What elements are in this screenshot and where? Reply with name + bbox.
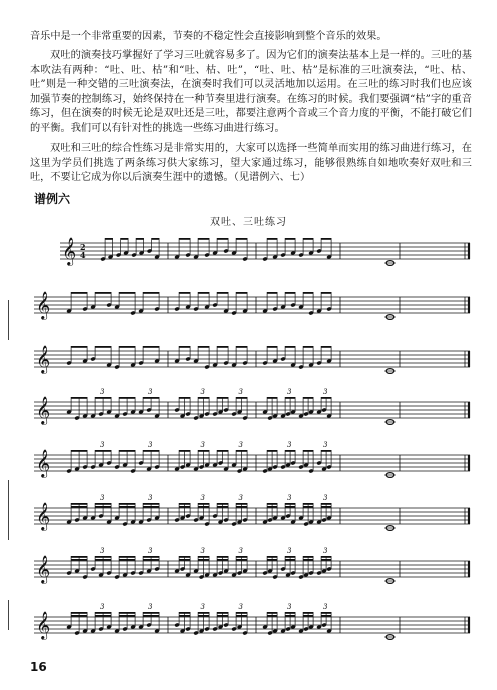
triplet-mark: 3 xyxy=(100,603,105,611)
note-beam xyxy=(143,559,159,561)
note-beam xyxy=(143,615,159,617)
triplet-mark: 3 xyxy=(100,547,105,555)
note-beam xyxy=(95,346,111,348)
note-beam xyxy=(217,559,228,561)
body-paragraph-1: 音乐中是一个非常重要的因素，节奏的不稳定性会直接影响到整个音乐的效果。 xyxy=(30,31,387,42)
note-beam xyxy=(285,612,295,614)
triplet-mark: 3 xyxy=(238,441,243,449)
note-beam xyxy=(303,292,313,294)
note-beam xyxy=(71,559,87,561)
note-beam xyxy=(179,559,190,561)
triplet-mark: 3 xyxy=(238,547,243,555)
note-beam xyxy=(217,612,228,614)
note-beam xyxy=(285,556,295,558)
note-beam xyxy=(321,503,331,505)
note-beam xyxy=(179,238,190,240)
note-beam xyxy=(303,238,313,240)
note-beam xyxy=(152,238,160,240)
note-beam xyxy=(71,506,87,508)
note-beam xyxy=(321,450,331,452)
note-beam xyxy=(321,559,331,561)
note-beam xyxy=(179,450,190,452)
note-beam xyxy=(143,292,159,294)
note-beam xyxy=(71,556,87,558)
note-beam xyxy=(236,292,247,294)
note-beam xyxy=(119,612,135,614)
note-beam xyxy=(303,450,313,452)
triplet-mark: 3 xyxy=(323,603,328,611)
note-beam xyxy=(321,556,331,558)
triplet-mark: 3 xyxy=(323,547,328,555)
note-beam xyxy=(198,238,209,240)
note-beam xyxy=(179,346,190,348)
note-beam xyxy=(198,292,209,294)
note-beam xyxy=(71,346,87,348)
note-beam xyxy=(198,612,209,614)
triplet-mark: 3 xyxy=(200,494,205,502)
note-beam xyxy=(303,615,313,617)
note-beam xyxy=(217,292,228,294)
note-beam xyxy=(143,450,159,452)
note-beam xyxy=(198,556,209,558)
note-beam xyxy=(95,559,111,561)
triplet-mark: 3 xyxy=(287,494,292,502)
triplet-mark: 3 xyxy=(200,441,205,449)
note-beam xyxy=(236,556,247,558)
triplet-mark: 3 xyxy=(238,603,243,611)
triplet-mark: 3 xyxy=(148,603,153,611)
note-beam xyxy=(285,503,295,505)
note-beam xyxy=(303,612,313,614)
note-beam xyxy=(95,615,111,617)
treble-clef: 𝄞 xyxy=(36,611,51,639)
note-beam xyxy=(303,397,313,399)
note-beam xyxy=(119,503,135,505)
note-beam xyxy=(236,346,247,348)
note-beam xyxy=(217,397,228,399)
note-beam xyxy=(236,238,247,240)
note-beam xyxy=(267,397,277,399)
note-beam xyxy=(321,346,331,348)
triplet-mark: 3 xyxy=(100,441,105,449)
note-beam xyxy=(143,506,159,508)
note-beam xyxy=(71,397,87,399)
note-beam xyxy=(303,503,313,505)
triplet-mark: 3 xyxy=(200,388,205,396)
note-beam xyxy=(119,450,135,452)
note-beam xyxy=(217,615,228,617)
treble-clef: 𝄞 xyxy=(36,396,51,424)
note-beam xyxy=(217,238,228,240)
note-beam xyxy=(267,503,277,505)
note-beam xyxy=(198,346,209,348)
body-paragraph-2: 双吐的演奏技巧掌握好了学习三吐就容易多了。因为它们的演奏法基本上是一样的。三吐的基本吹法有两种：“吐、吐、枯”和“吐、枯、吐”，“吐、吐、枯”是标准的三吐演奏法，“吐、枯、吐”则是一种交错的三吐演奏法，在演奏时我们可以灵活地加以运用。在三吐的练习时我们也应该加强节奏的控制练习，始终保持在一种节奏里进行演奏。在练习的时候。我们要强调“枯”字的重音练习，但在演奏的时候无论是双吐还是三吐，都要注意两个音或三个音力度的平衡，不能打破它们的平衡。我们可以有针对性的挑选一些练习曲进行练习。 xyxy=(30,50,472,134)
note-beam xyxy=(321,615,331,617)
note-beam xyxy=(95,450,111,452)
note-beam xyxy=(179,292,190,294)
note-beam xyxy=(267,612,277,614)
note-beam xyxy=(179,556,190,558)
note-beam xyxy=(236,450,247,452)
note-beam xyxy=(321,238,331,240)
triplet-mark: 3 xyxy=(148,388,153,396)
triplet-mark: 3 xyxy=(148,547,153,555)
note-beam xyxy=(217,346,228,348)
note-beam xyxy=(198,559,209,561)
triplet-mark: 3 xyxy=(323,494,328,502)
note-beam xyxy=(95,506,111,508)
note-beam xyxy=(217,503,228,505)
time-signature-top: 2 xyxy=(80,242,86,252)
triplet-mark: 3 xyxy=(287,441,292,449)
treble-clef: 𝄞 xyxy=(62,237,77,265)
example-heading: 谱例六 xyxy=(34,192,71,206)
note-beam xyxy=(143,556,159,558)
note-beam xyxy=(285,506,295,508)
treble-clef: 𝄞 xyxy=(36,555,51,583)
triplet-mark: 3 xyxy=(238,494,243,502)
note-beam xyxy=(198,397,209,399)
note-beam xyxy=(71,292,87,294)
note-beam xyxy=(236,615,247,617)
note-beam xyxy=(303,506,313,508)
treble-clef: 𝄞 xyxy=(36,345,51,373)
triplet-mark: 3 xyxy=(148,494,153,502)
note-beam xyxy=(198,450,209,452)
note-beam xyxy=(303,559,313,561)
page-number: 16 xyxy=(30,660,47,674)
note-beam xyxy=(285,238,295,240)
note-beam xyxy=(217,556,228,558)
note-beam xyxy=(95,397,111,399)
note-beam xyxy=(303,556,313,558)
note-beam xyxy=(119,556,135,558)
note-beam xyxy=(236,397,247,399)
triplet-mark: 3 xyxy=(287,603,292,611)
triplet-mark: 3 xyxy=(148,441,153,449)
note-beam xyxy=(303,346,313,348)
note-beam xyxy=(136,238,144,240)
note-beam xyxy=(267,559,277,561)
note-beam xyxy=(217,450,228,452)
note-beam xyxy=(217,506,228,508)
note-beam xyxy=(119,292,135,294)
note-beam xyxy=(236,612,247,614)
triplet-mark: 3 xyxy=(287,547,292,555)
note-beam xyxy=(121,238,129,240)
triplet-mark: 3 xyxy=(238,388,243,396)
note-beam xyxy=(71,450,87,452)
note-beam xyxy=(198,506,209,508)
example-subtitle: 双吐、三吐练习 xyxy=(210,217,287,228)
note-beam xyxy=(119,615,135,617)
note-beam xyxy=(105,238,113,240)
triplet-mark: 3 xyxy=(323,441,328,449)
triplet-mark: 3 xyxy=(287,388,292,396)
note-beam xyxy=(143,346,159,348)
note-beam xyxy=(285,559,295,561)
note-beam xyxy=(285,346,295,348)
note-beam xyxy=(198,503,209,505)
note-beam xyxy=(179,615,190,617)
triplet-mark: 3 xyxy=(323,388,328,396)
note-beam xyxy=(119,506,135,508)
note-beam xyxy=(285,397,295,399)
note-beam xyxy=(267,556,277,558)
note-beam xyxy=(119,559,135,561)
note-beam xyxy=(143,503,159,505)
note-beam xyxy=(95,503,111,505)
note-beam xyxy=(179,612,190,614)
note-beam xyxy=(267,450,277,452)
note-beam xyxy=(267,506,277,508)
treble-clef: 𝄞 xyxy=(36,449,51,477)
note-beam xyxy=(285,292,295,294)
note-beam xyxy=(267,615,277,617)
treble-clef: 𝄞 xyxy=(36,502,51,530)
body-paragraph-3: 双吐和三吐的综合性练习是非常实用的，大家可以选择一些简单而实用的练习曲进行练习，在这里为学员们挑选了两条练习供大家练习，望大家通过练习，能够很熟练自如地吹奏好双吐和三吐，不要让它成为你以后演奏生涯中的遗憾。（见谱例六、七） xyxy=(30,143,472,184)
treble-clef: 𝄞 xyxy=(36,291,51,319)
note-beam xyxy=(267,238,277,240)
note-beam xyxy=(95,292,111,294)
note-beam xyxy=(321,612,331,614)
note-beam xyxy=(285,615,295,617)
note-beam xyxy=(143,397,159,399)
note-beam xyxy=(179,503,190,505)
note-beam xyxy=(198,615,209,617)
note-beam xyxy=(119,346,135,348)
note-beam xyxy=(321,292,331,294)
note-beam xyxy=(119,397,135,399)
note-beam xyxy=(71,612,87,614)
note-beam xyxy=(321,506,331,508)
note-beam xyxy=(267,292,277,294)
triplet-mark: 3 xyxy=(200,603,205,611)
note-beam xyxy=(236,506,247,508)
triplet-mark: 3 xyxy=(100,388,105,396)
note-beam xyxy=(179,506,190,508)
note-beam xyxy=(285,450,295,452)
triplet-mark: 3 xyxy=(200,547,205,555)
note-beam xyxy=(143,612,159,614)
note-beam xyxy=(95,556,111,558)
note-beam xyxy=(321,397,331,399)
note-beam xyxy=(267,346,277,348)
note-beam xyxy=(95,612,111,614)
note-beam xyxy=(71,503,87,505)
note-beam xyxy=(71,615,87,617)
note-beam xyxy=(236,559,247,561)
time-signature-bottom: 4 xyxy=(80,250,86,260)
note-beam xyxy=(179,397,190,399)
note-beam xyxy=(236,503,247,505)
triplet-mark: 3 xyxy=(100,494,105,502)
